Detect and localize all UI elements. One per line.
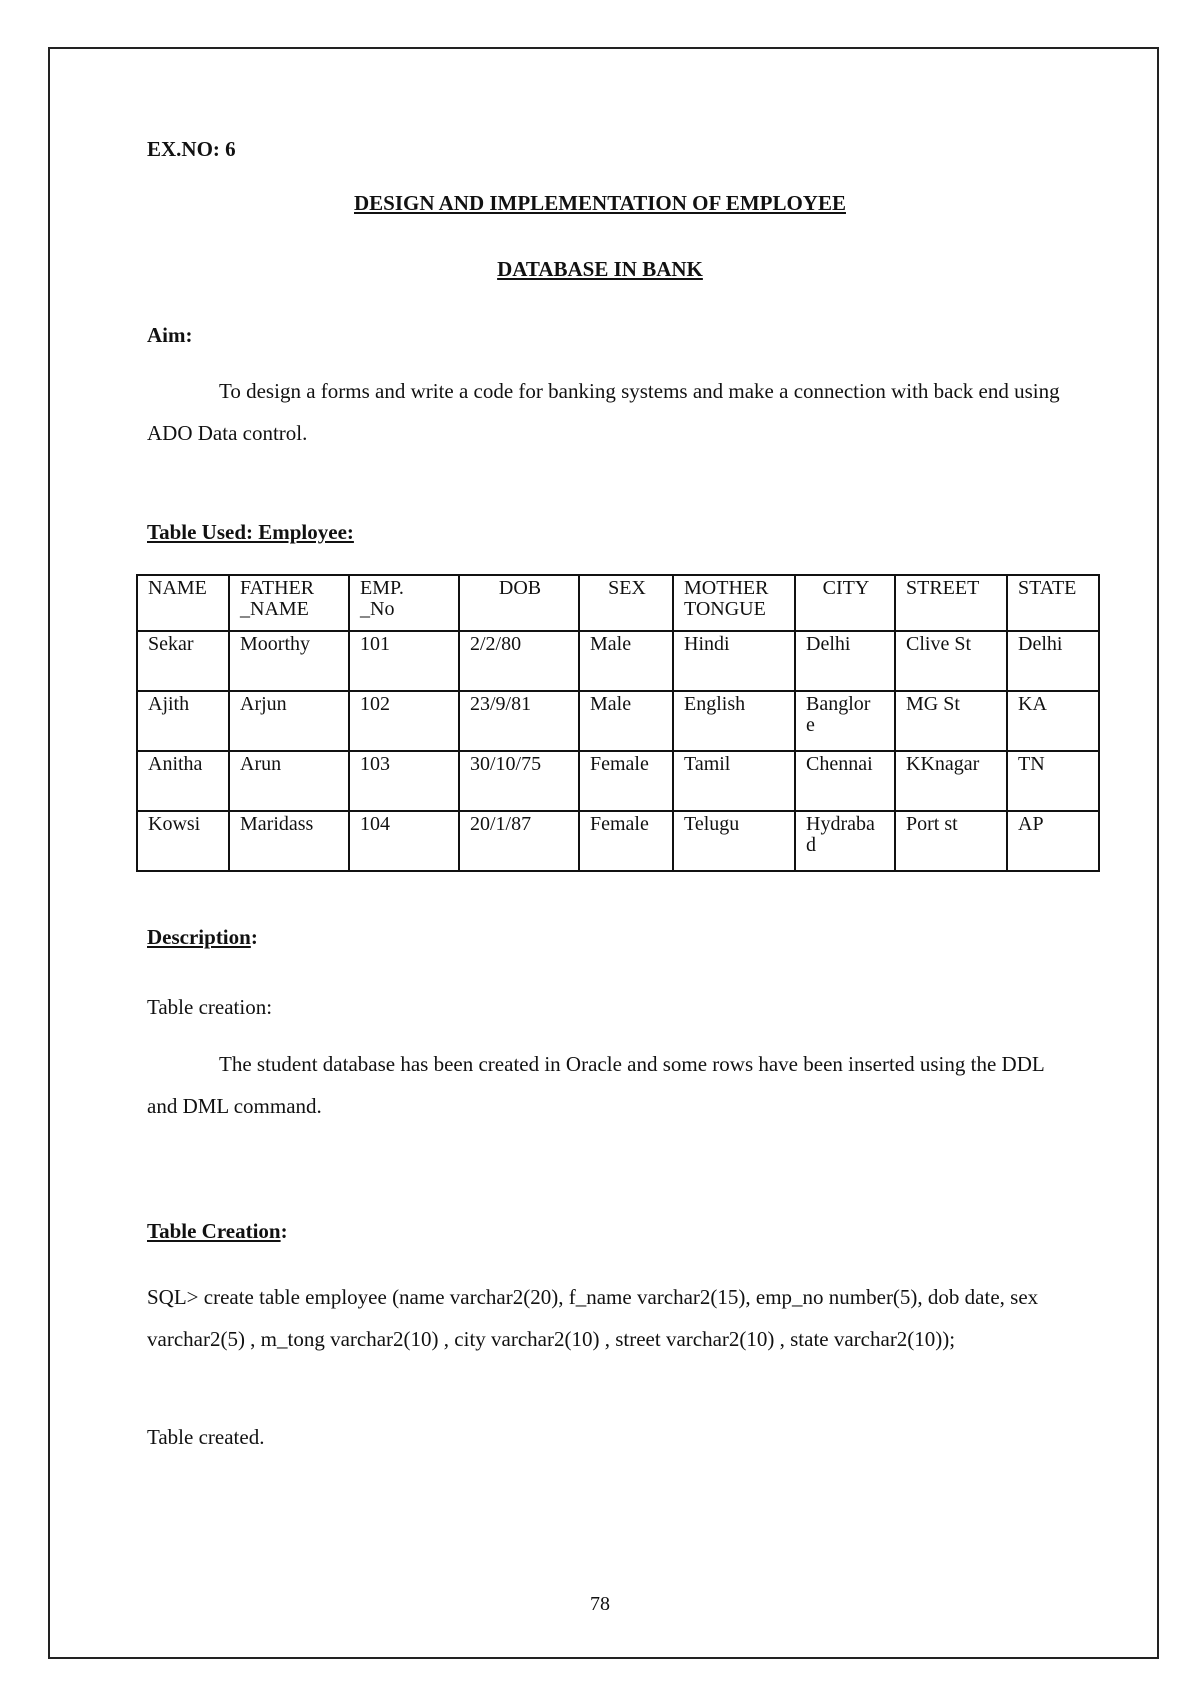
table-creation-subheading: Table creation: [147, 995, 273, 1019]
column-header: FATHER _NAME [229, 575, 349, 631]
description-heading: Description: [147, 925, 258, 949]
table-row [137, 811, 1099, 871]
column-header: STREET [895, 575, 1007, 631]
table-cell: Telugu [673, 811, 795, 871]
column-header: EMP. _No [349, 575, 459, 631]
table-cell: Hydraba d [795, 811, 895, 871]
document-title-line-2: DATABASE IN BANK [497, 257, 703, 281]
table-cell: Ajith [137, 691, 229, 751]
table-cell: KA [1007, 691, 1099, 751]
table-cell: MG St [895, 691, 1007, 751]
column-header: SEX [579, 575, 673, 631]
table-cell: KKnagar [895, 751, 1007, 811]
column-header: CITY [795, 575, 895, 631]
column-header: MOTHER TONGUE [673, 575, 795, 631]
table-cell: Port st [895, 811, 1007, 871]
table-cell: Delhi [795, 631, 895, 691]
table-used-heading: Table Used: Employee: [147, 520, 354, 544]
sql-result: Table created. [147, 1425, 265, 1449]
table-cell: 23/9/81 [459, 691, 579, 751]
column-header: STATE [1007, 575, 1099, 631]
table-cell: AP [1007, 811, 1099, 871]
table-cell: Arjun [229, 691, 349, 751]
table-cell: Female [579, 751, 673, 811]
employee-table-header-row [137, 575, 1099, 631]
table-cell: Sekar [137, 631, 229, 691]
table-cell: Tamil [673, 751, 795, 811]
table-cell: Kowsi [137, 811, 229, 871]
table-cell: 104 [349, 811, 459, 871]
table-cell: 102 [349, 691, 459, 751]
table-cell: 2/2/80 [459, 631, 579, 691]
table-cell: Anitha [137, 751, 229, 811]
table-cell: Female [579, 811, 673, 871]
table-cell: Delhi [1007, 631, 1099, 691]
employee-table [136, 574, 1100, 872]
table-cell: Moorthy [229, 631, 349, 691]
table-cell: Male [579, 631, 673, 691]
sql-create-statement: SQL> create table employee (name varchar2(20), f_name varchar2(15), emp_no number(5), dob date, sex varchar2(5) , m_tong varchar2(10) , city varchar2(10) , street varchar2(10) , state varchar2(10)); [147, 1285, 1039, 1351]
table-cell: English [673, 691, 795, 751]
table-cell: Arun [229, 751, 349, 811]
table-cell: Banglor e [795, 691, 895, 751]
exercise-number: EX.NO: 6 [147, 137, 236, 161]
aim-text: To design a forms and write a code for banking systems and make a connection with back end using ADO Data control. [147, 379, 1060, 445]
table-row [137, 631, 1099, 691]
column-header: NAME [137, 575, 229, 631]
table-row [137, 691, 1099, 751]
description-text: The student database has been created in Oracle and some rows have been inserted using the DDL and DML command. [147, 1052, 1044, 1118]
table-creation-heading: Table Creation: [147, 1219, 288, 1243]
table-cell: 101 [349, 631, 459, 691]
table-row [137, 751, 1099, 811]
table-cell: 103 [349, 751, 459, 811]
document-title-line-1: DESIGN AND IMPLEMENTATION OF EMPLOYEE [354, 191, 846, 215]
table-cell: 20/1/87 [459, 811, 579, 871]
table-cell: Maridass [229, 811, 349, 871]
column-header: DOB [459, 575, 579, 631]
page-number: 78 [590, 1593, 610, 1615]
table-cell: Male [579, 691, 673, 751]
table-cell: Chennai [795, 751, 895, 811]
aim-heading: Aim: [147, 323, 193, 347]
table-cell: Hindi [673, 631, 795, 691]
table-cell: 30/10/75 [459, 751, 579, 811]
table-cell: Clive St [895, 631, 1007, 691]
table-cell: TN [1007, 751, 1099, 811]
